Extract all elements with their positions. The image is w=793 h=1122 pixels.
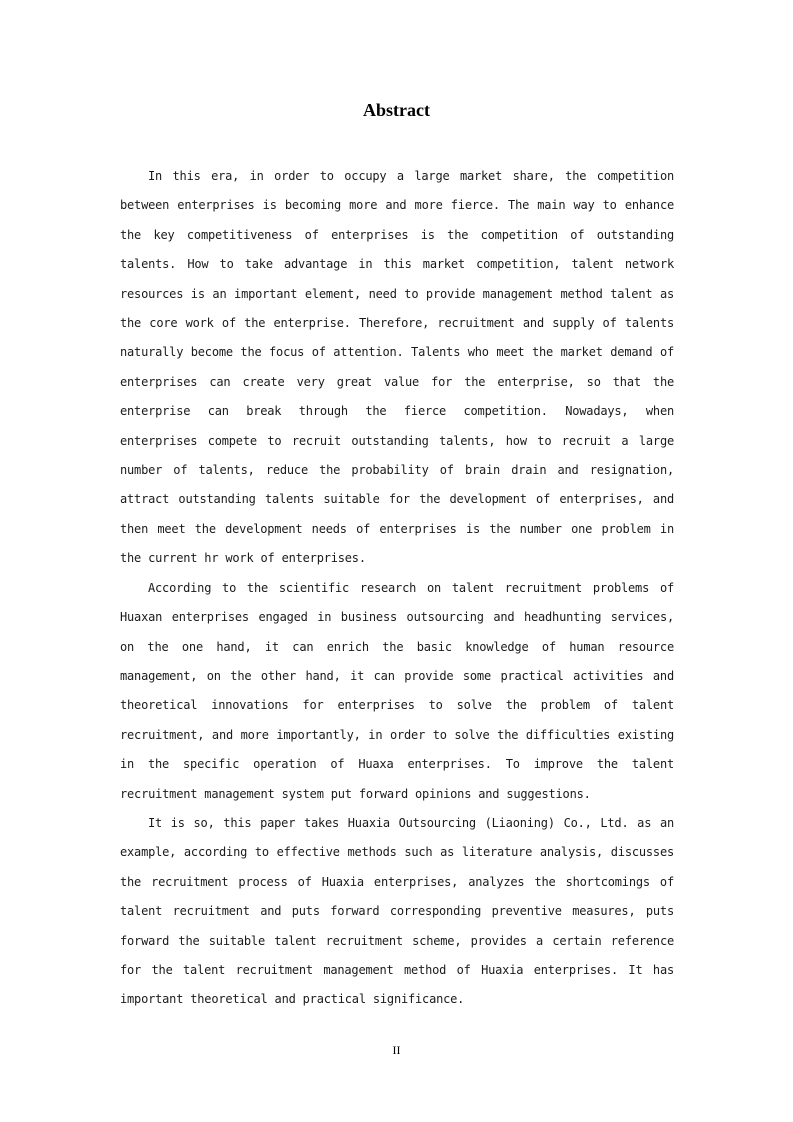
abstract-title: Abstract — [363, 100, 430, 120]
abstract-paragraph-1: In this era, in order to occupy a large market share, the competition between enterprises is becoming more and more fierce. The main way to enhance the key competitiveness of enterprises is the competition of outstanding talents. How to take advantage in this market competition, talent network resources is an important element, need to provide management method talent as the core work of the enterprise. Therefore, recruitment and supply of talents naturally become the focus of attention. Talents who meet the market demand of enterprises can create very great value for the enterprise, so that the enterprise can break through the fierce competition. Nowadays, when enterprises compete to recruit outstanding talents, how to recruit a large number of talents, reduce the probability of brain drain and resignation, attract outstanding talents suitable for the development of enterprises, and then meet the development needs of enterprises is the number one problem in the current hr work of enterprises. — [120, 169, 674, 566]
abstract-paragraph-3: It is so, this paper takes Huaxia Outsourcing (Liaoning) Co., Ltd. as an example, according to effective methods such as literature analysis, discusses the recruitment process of Huaxia enterprises, analyzes the shortcomings of talent recruitment and puts forward corresponding preventive measures, puts forward the suitable talent recruitment scheme, provides a certain reference for the talent recruitment management method of Huaxia enterprises. It has important theoretical and practical significance. — [120, 815, 674, 1007]
abstract-paragraph-2: According to the scientific research on talent recruitment problems of Huaxan enterprises engaged in business outsourcing and headhunting services, on the one hand, it can enrich the basic knowledge of human resource management, on the other hand, it can provide some practical activities and theoretical innovations for enterprises to solve the problem of talent recruitment, and more importantly, in order to solve the difficulties existing in the specific operation of Huaxa enterprises. To improve the talent recruitment management system put forward opinions and suggestions. — [120, 580, 674, 801]
page-number: II — [392, 1043, 401, 1057]
abstract-body — [120, 162, 674, 1015]
